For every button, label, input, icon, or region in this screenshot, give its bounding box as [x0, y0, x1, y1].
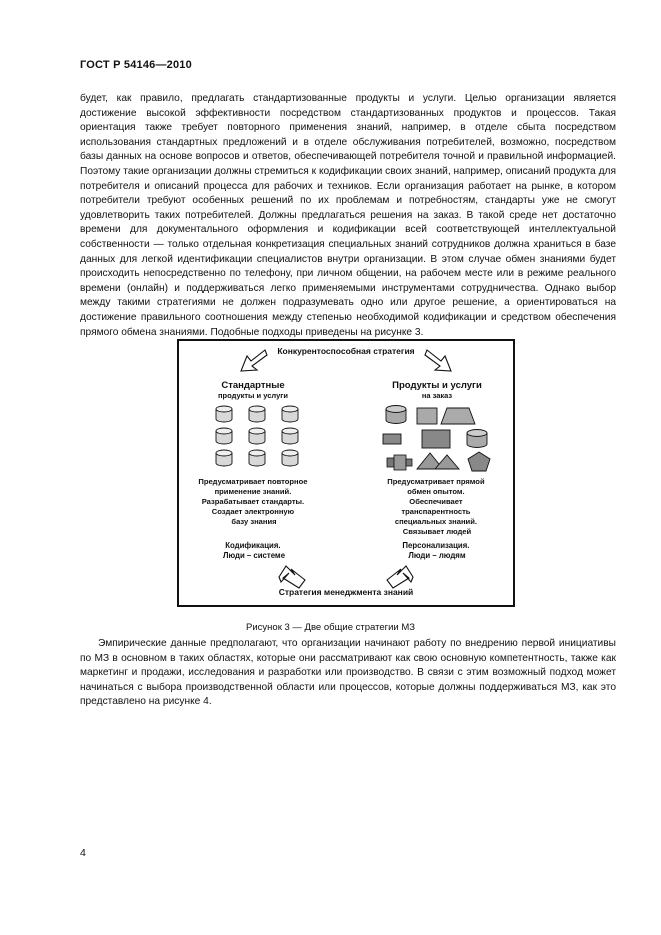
body-paragraph-2: Эмпирические данные предполагают, что организации начинают работу по внедрению первой инициативы по МЗ в основном в таких областях, которые они рассматривают как свою основную компетентность, также как маркетинг и продажи, исследования и разработки или производство. В связи с этим возможный подход может начинаться с выбора производственной области или процессов, которые должны поддерживаться МЗ, как это представлено на рисунке 4. — [80, 638, 616, 708]
arrow-bottom-left-icon — [279, 566, 305, 588]
arrow-top-right-icon — [425, 350, 451, 371]
figure-diagram — [179, 341, 513, 605]
left-title-line2: продукты и услуги — [218, 391, 288, 400]
left-title-line1: Стандартные — [221, 380, 285, 391]
left-bottom-label: Кодификация. Люди – системе — [222, 541, 286, 560]
figure-caption: Рисунок 3 — Две общие стратегии МЗ — [246, 622, 415, 633]
custom-product-shapes-icon — [383, 406, 490, 472]
right-title-line1: Продукты и услуги — [392, 380, 482, 391]
body-paragraph-1: будет, как правило, предлагать стандартизованные продукты и услуги. Целью организации является достижение высокой эффективности посредством стандартизованных продуктов и процессов. Такая ориентация также требует повторного применения знаний, например, в отделе сбыта посредством использования стандартных предложений и в отделе обслуживания потребителей, возможно, посредством базы данных на основе вопросов и ответов, обеспечивающей потребителя точной и правильной информацией. Поэтому такие организации должны стремиться к кодификации своих знаний, например, описаний продукта для потребителя и описаний процесса для рабочих и техников. Если организация работает на рынке, в котором потребители требуют особенных решений по их проблемам и потребностям, стандарты уже не смогут удовлетворить таких потребителей. Должны предлагаться решения на заказ. В такой среде нет достаточно времени для документального оформления и кодификации всей соответствующей интеллектуальной собственности — только отдельная конкретизация специальных знаний сотрудников должна храниться в базе данных для легкой идентификации специалистов внутри организации. В этом случае обмен знаниями будет происходить непосредственно по телефону, при личном общении, на рабочем месте или в режиме реального времени (онлайн) и поддерживаться легко применяемыми инструментами сотрудничества. Однако выбор между такими стратегиями не должен подразумевать одно или другое решение, а ориентироваться на достижение правильного соотношения между степенью необходимой кодификации и средством обеспечения прямого обмена знаниями. Подобные подходы приведены на рисунке 3. — [80, 93, 616, 338]
left-description: Предусматривает повторное применение знаний. Разрабатывает стандарты. Создает электронную базу знания — [198, 477, 308, 526]
right-bottom-label: Персонализация. Люди – людям — [402, 541, 470, 560]
page-number: 4 — [80, 847, 86, 859]
database-cylinders-icon — [216, 406, 298, 466]
figure-two-km-strategies — [177, 339, 515, 607]
right-description: Предусматривает прямой обмен опытом. Обеспечивает транспарентность специальных знаний. Связывает людей — [387, 477, 485, 536]
bottom-label: Стратегия менеджмента знаний — [278, 587, 414, 597]
right-title-line2: на заказ — [421, 391, 453, 400]
top-label: Конкурентоспособная стратегия — [277, 346, 415, 356]
arrow-bottom-right-icon — [387, 566, 413, 588]
document-header: ГОСТ Р 54146—2010 — [80, 59, 192, 71]
arrow-top-left-icon — [241, 350, 267, 371]
